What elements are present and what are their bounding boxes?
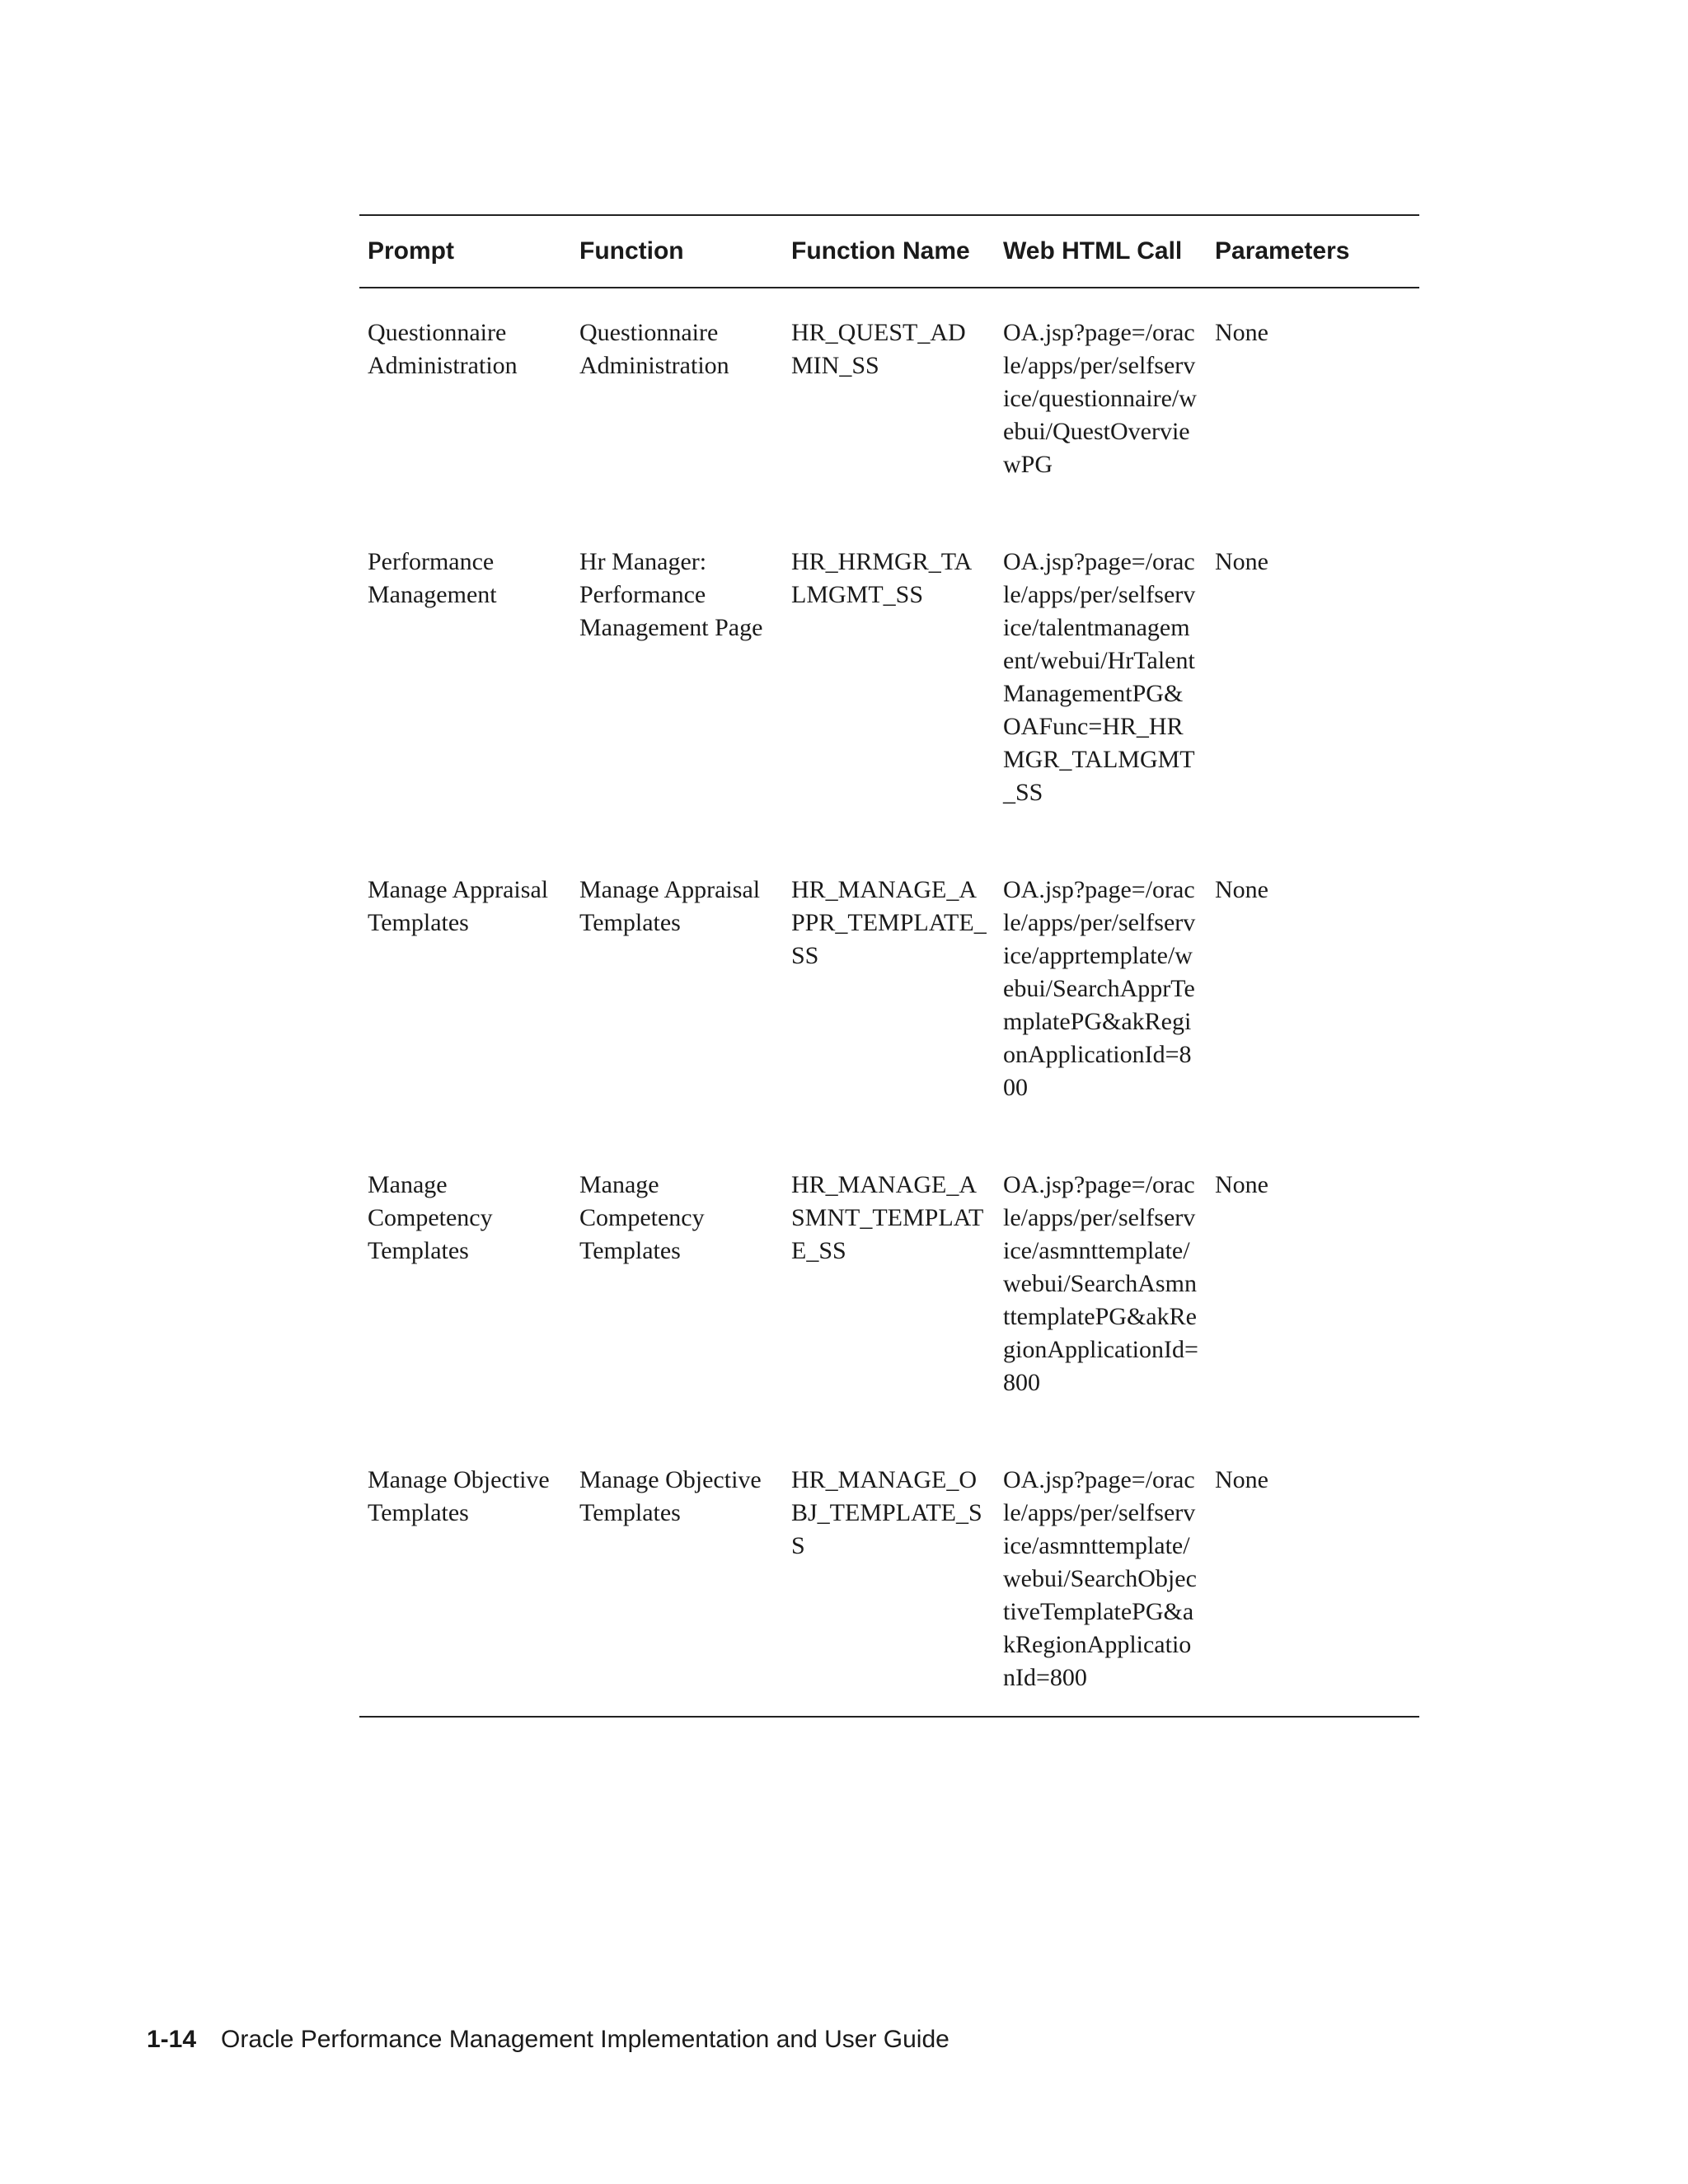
cell-function: Hr Manager: Performance Management Page — [579, 548, 763, 641]
cell-parameters: None — [1215, 548, 1268, 575]
cell-parameters: None — [1215, 1466, 1268, 1493]
cell-function-name: HR_MANAGE_ASMNT_TEMPLATE_SS — [791, 1171, 984, 1264]
table-header-row — [359, 215, 1419, 288]
cell-function: Questionnaire Administration — [579, 319, 729, 379]
header-web-html-call: Web HTML Call — [1003, 237, 1183, 265]
header-function-name: Function Name — [791, 237, 970, 265]
function-table-container — [359, 214, 1419, 1718]
header-parameters: Parameters — [1215, 237, 1350, 265]
header-function: Function — [579, 237, 684, 265]
cell-web-html-call: OA.jsp?page=/oracle/apps/per/selfservice/questionnaire/webui/QuestOverviewPG — [1003, 319, 1197, 478]
cell-function-name: HR_MANAGE_APPR_TEMPLATE_SS — [791, 876, 987, 969]
cell-parameters: None — [1215, 876, 1268, 903]
cell-prompt: Manage Competency Templates — [368, 1171, 493, 1264]
cell-prompt: Manage Appraisal Templates — [368, 876, 549, 936]
cell-web-html-call: OA.jsp?page=/oracle/apps/per/selfservice/asmnttemplate/webui/SearchObjectiveTemplatePG&akRegionApplicationId=800 — [1003, 1466, 1197, 1691]
table-row — [359, 852, 1419, 1147]
cell-function: Manage Competency Templates — [579, 1171, 705, 1264]
cell-prompt: Questionnaire Administration — [368, 319, 518, 379]
table-row — [359, 1147, 1419, 1442]
cell-prompt: Manage Objective Templates — [368, 1466, 550, 1526]
cell-function-name: HR_MANAGE_OBJ_TEMPLATE_SS — [791, 1466, 982, 1559]
cell-prompt: Performance Management — [368, 548, 497, 608]
table-row — [359, 1442, 1419, 1717]
header-prompt: Prompt — [368, 237, 454, 265]
page-footer — [147, 2026, 950, 2054]
cell-web-html-call: OA.jsp?page=/oracle/apps/per/selfservice/apprtemplate/webui/SearchApprTemplatePG&akRegionApplicationId=800 — [1003, 876, 1196, 1101]
page-number: 1-14 — [147, 2026, 197, 2053]
cell-function: Manage Objective Templates — [579, 1466, 762, 1526]
table-row — [359, 288, 1419, 524]
book-title: Oracle Performance Management Implementation and User Guide — [221, 2026, 950, 2053]
cell-parameters: None — [1215, 319, 1268, 346]
cell-web-html-call: OA.jsp?page=/oracle/apps/per/selfservice/talentmanagement/webui/HrTalentManagementPG&OAFunc=HR_HRMGR_TALMGMT_SS — [1003, 548, 1196, 806]
cell-web-html-call: OA.jsp?page=/oracle/apps/per/selfservice/asmnttemplate/webui/SearchAsmnttemplatePG&akRegionApplicationId=800 — [1003, 1171, 1198, 1396]
function-table — [359, 214, 1419, 1718]
cell-function: Manage Appraisal Templates — [579, 876, 761, 936]
cell-function-name: HR_HRMGR_TALMGMT_SS — [791, 548, 973, 608]
table-row — [359, 524, 1419, 852]
cell-function-name: HR_QUEST_ADMIN_SS — [791, 319, 966, 379]
cell-parameters: None — [1215, 1171, 1268, 1198]
